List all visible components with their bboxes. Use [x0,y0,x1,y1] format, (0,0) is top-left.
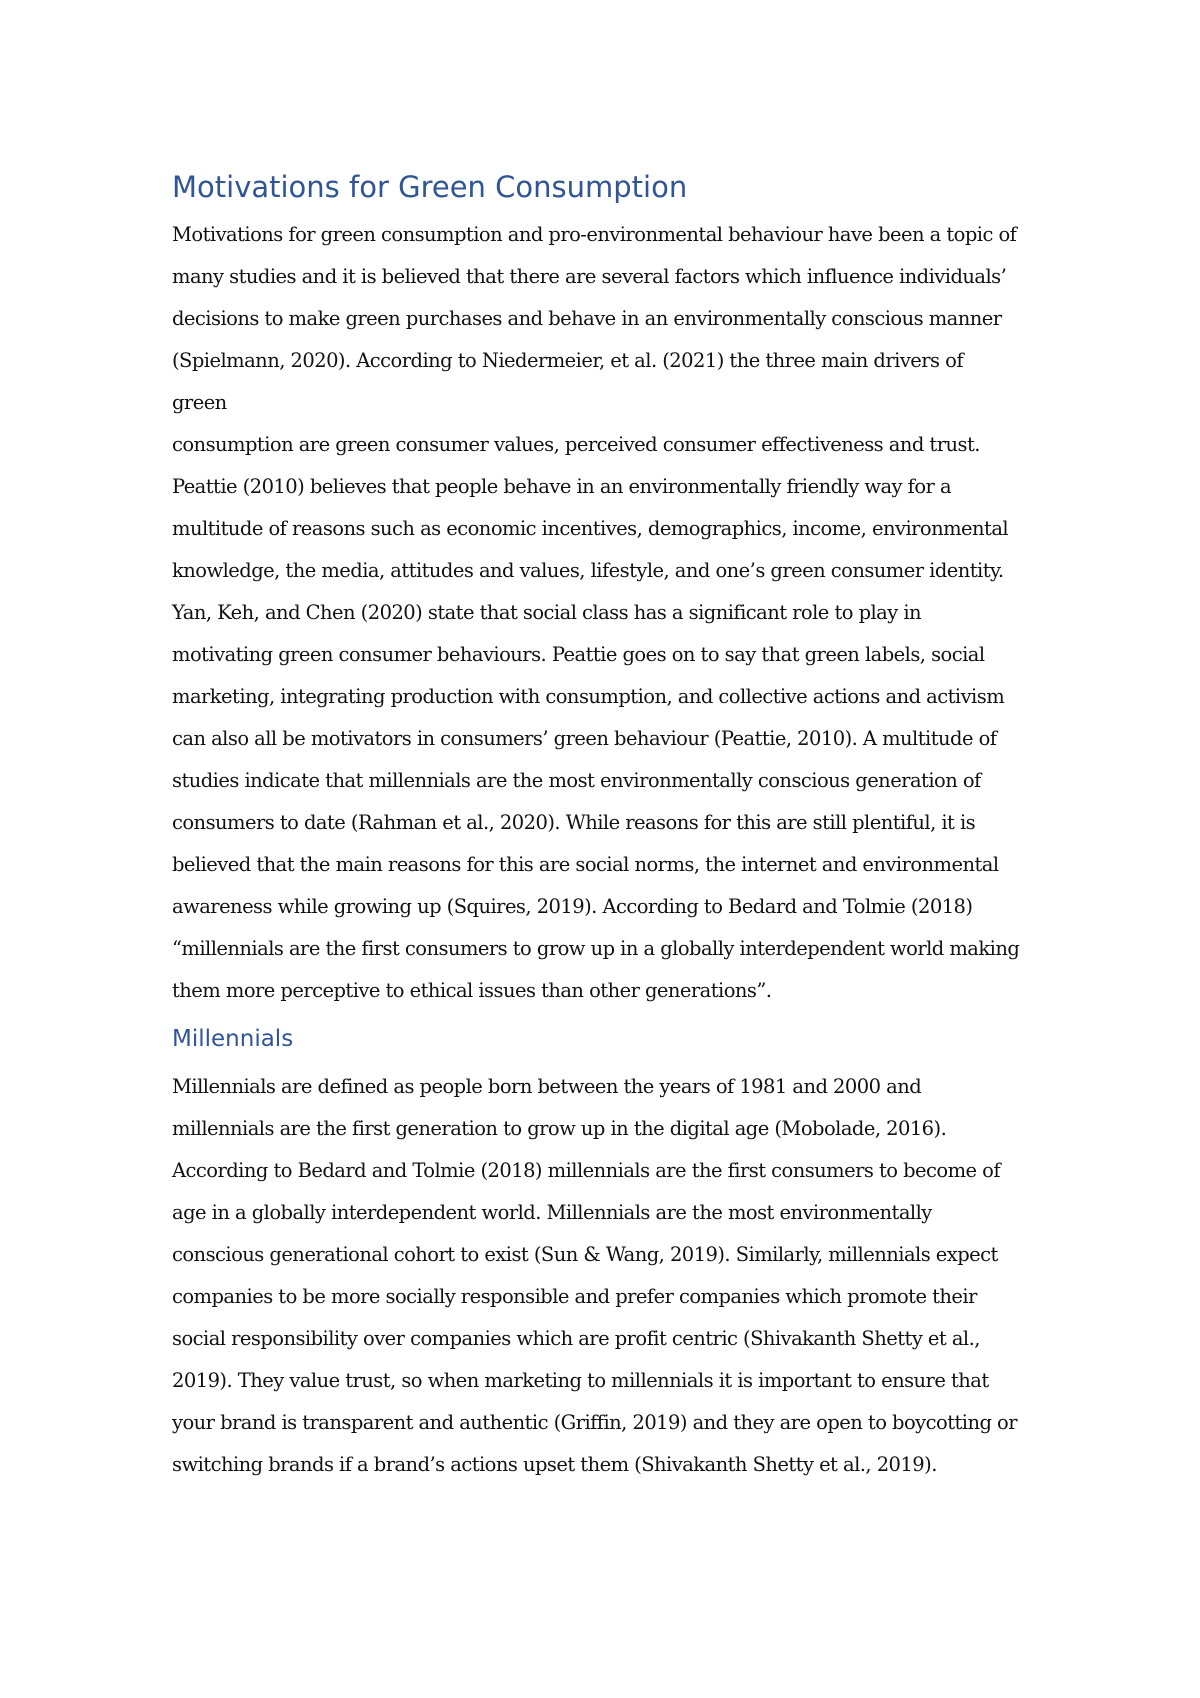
text-line: 2019). They value trust, so when marketing to millennials it is important to ensure that [172,1369,989,1392]
text-line: knowledge, the media, attitudes and values, lifestyle, and one’s green consumer identity. [172,559,1004,582]
text-line: (Spielmann, 2020). According to Niedermeier, et al. (2021) the three main drivers of [172,349,964,372]
text-line: Millennials are defined as people born between the years of 1981 and 2000 and [172,1075,922,1098]
text-line: believed that the main reasons for this are social norms, the internet and environmental [172,853,999,876]
text-line: studies indicate that millennials are the most environmentally conscious generation of [172,769,981,792]
text-line: multitude of reasons such as economic incentives, demographics, income, environmental [172,517,1009,540]
text-line: Motivations for green consumption and pro-environmental behaviour have been a topic of [172,223,1017,246]
text-line: your brand is transparent and authentic (Griffin, 2019) and they are open to boycotting or [172,1411,1018,1434]
text-line: green [172,391,227,414]
text-line: millennials are the first generation to grow up in the digital age (Mobolade, 2016). [172,1117,947,1140]
paragraph-millennials [172,1066,1052,1486]
text-line: awareness while growing up (Squires, 2019). According to Bedard and Tolmie (2018) [172,895,973,918]
text-line: many studies and it is believed that there are several factors which influence individuals’ [172,265,1007,288]
text-line: consumers to date (Rahman et al., 2020). While reasons for this are still plentiful, it is [172,811,976,834]
text-line: them more perceptive to ethical issues than other generations”. [172,979,772,1002]
text-line: companies to be more socially responsible and prefer companies which promote their [172,1285,977,1308]
text-line: social responsibility over companies which are profit centric (Shivakanth Shetty et al., [172,1327,980,1350]
text-line: conscious generational cohort to exist (Sun & Wang, 2019). Similarly, millennials expect [172,1243,998,1266]
document-content [172,160,1052,1486]
section-heading-millennials: Millennials [172,1026,294,1052]
text-line: Peattie (2010) believes that people behave in an environmentally friendly way for a [172,475,952,498]
text-line: age in a globally interdependent world. Millennials are the most environmentally [172,1201,932,1224]
section-heading-motivations: Motivations for Green Consumption [172,170,688,204]
paragraph-motivations [172,214,1052,1012]
text-line: switching brands if a brand’s actions upset them (Shivakanth Shetty et al., 2019). [172,1453,937,1476]
text-line: According to Bedard and Tolmie (2018) millennials are the first consumers to become of [172,1159,1001,1182]
text-line: decisions to make green purchases and behave in an environmentally conscious manner [172,307,1002,330]
text-line: can also all be motivators in consumers’ green behaviour (Peattie, 2010). A multitude of [172,727,997,750]
text-line: consumption are green consumer values, perceived consumer effectiveness and trust. [172,433,980,456]
text-line: marketing, integrating production with consumption, and collective actions and activism [172,685,1005,708]
text-line: “millennials are the first consumers to grow up in a globally interdependent world making [172,937,1020,960]
text-line: motivating green consumer behaviours. Peattie goes on to say that green labels, social [172,643,985,666]
text-line: Yan, Keh, and Chen (2020) state that social class has a significant role to play in [172,601,922,624]
